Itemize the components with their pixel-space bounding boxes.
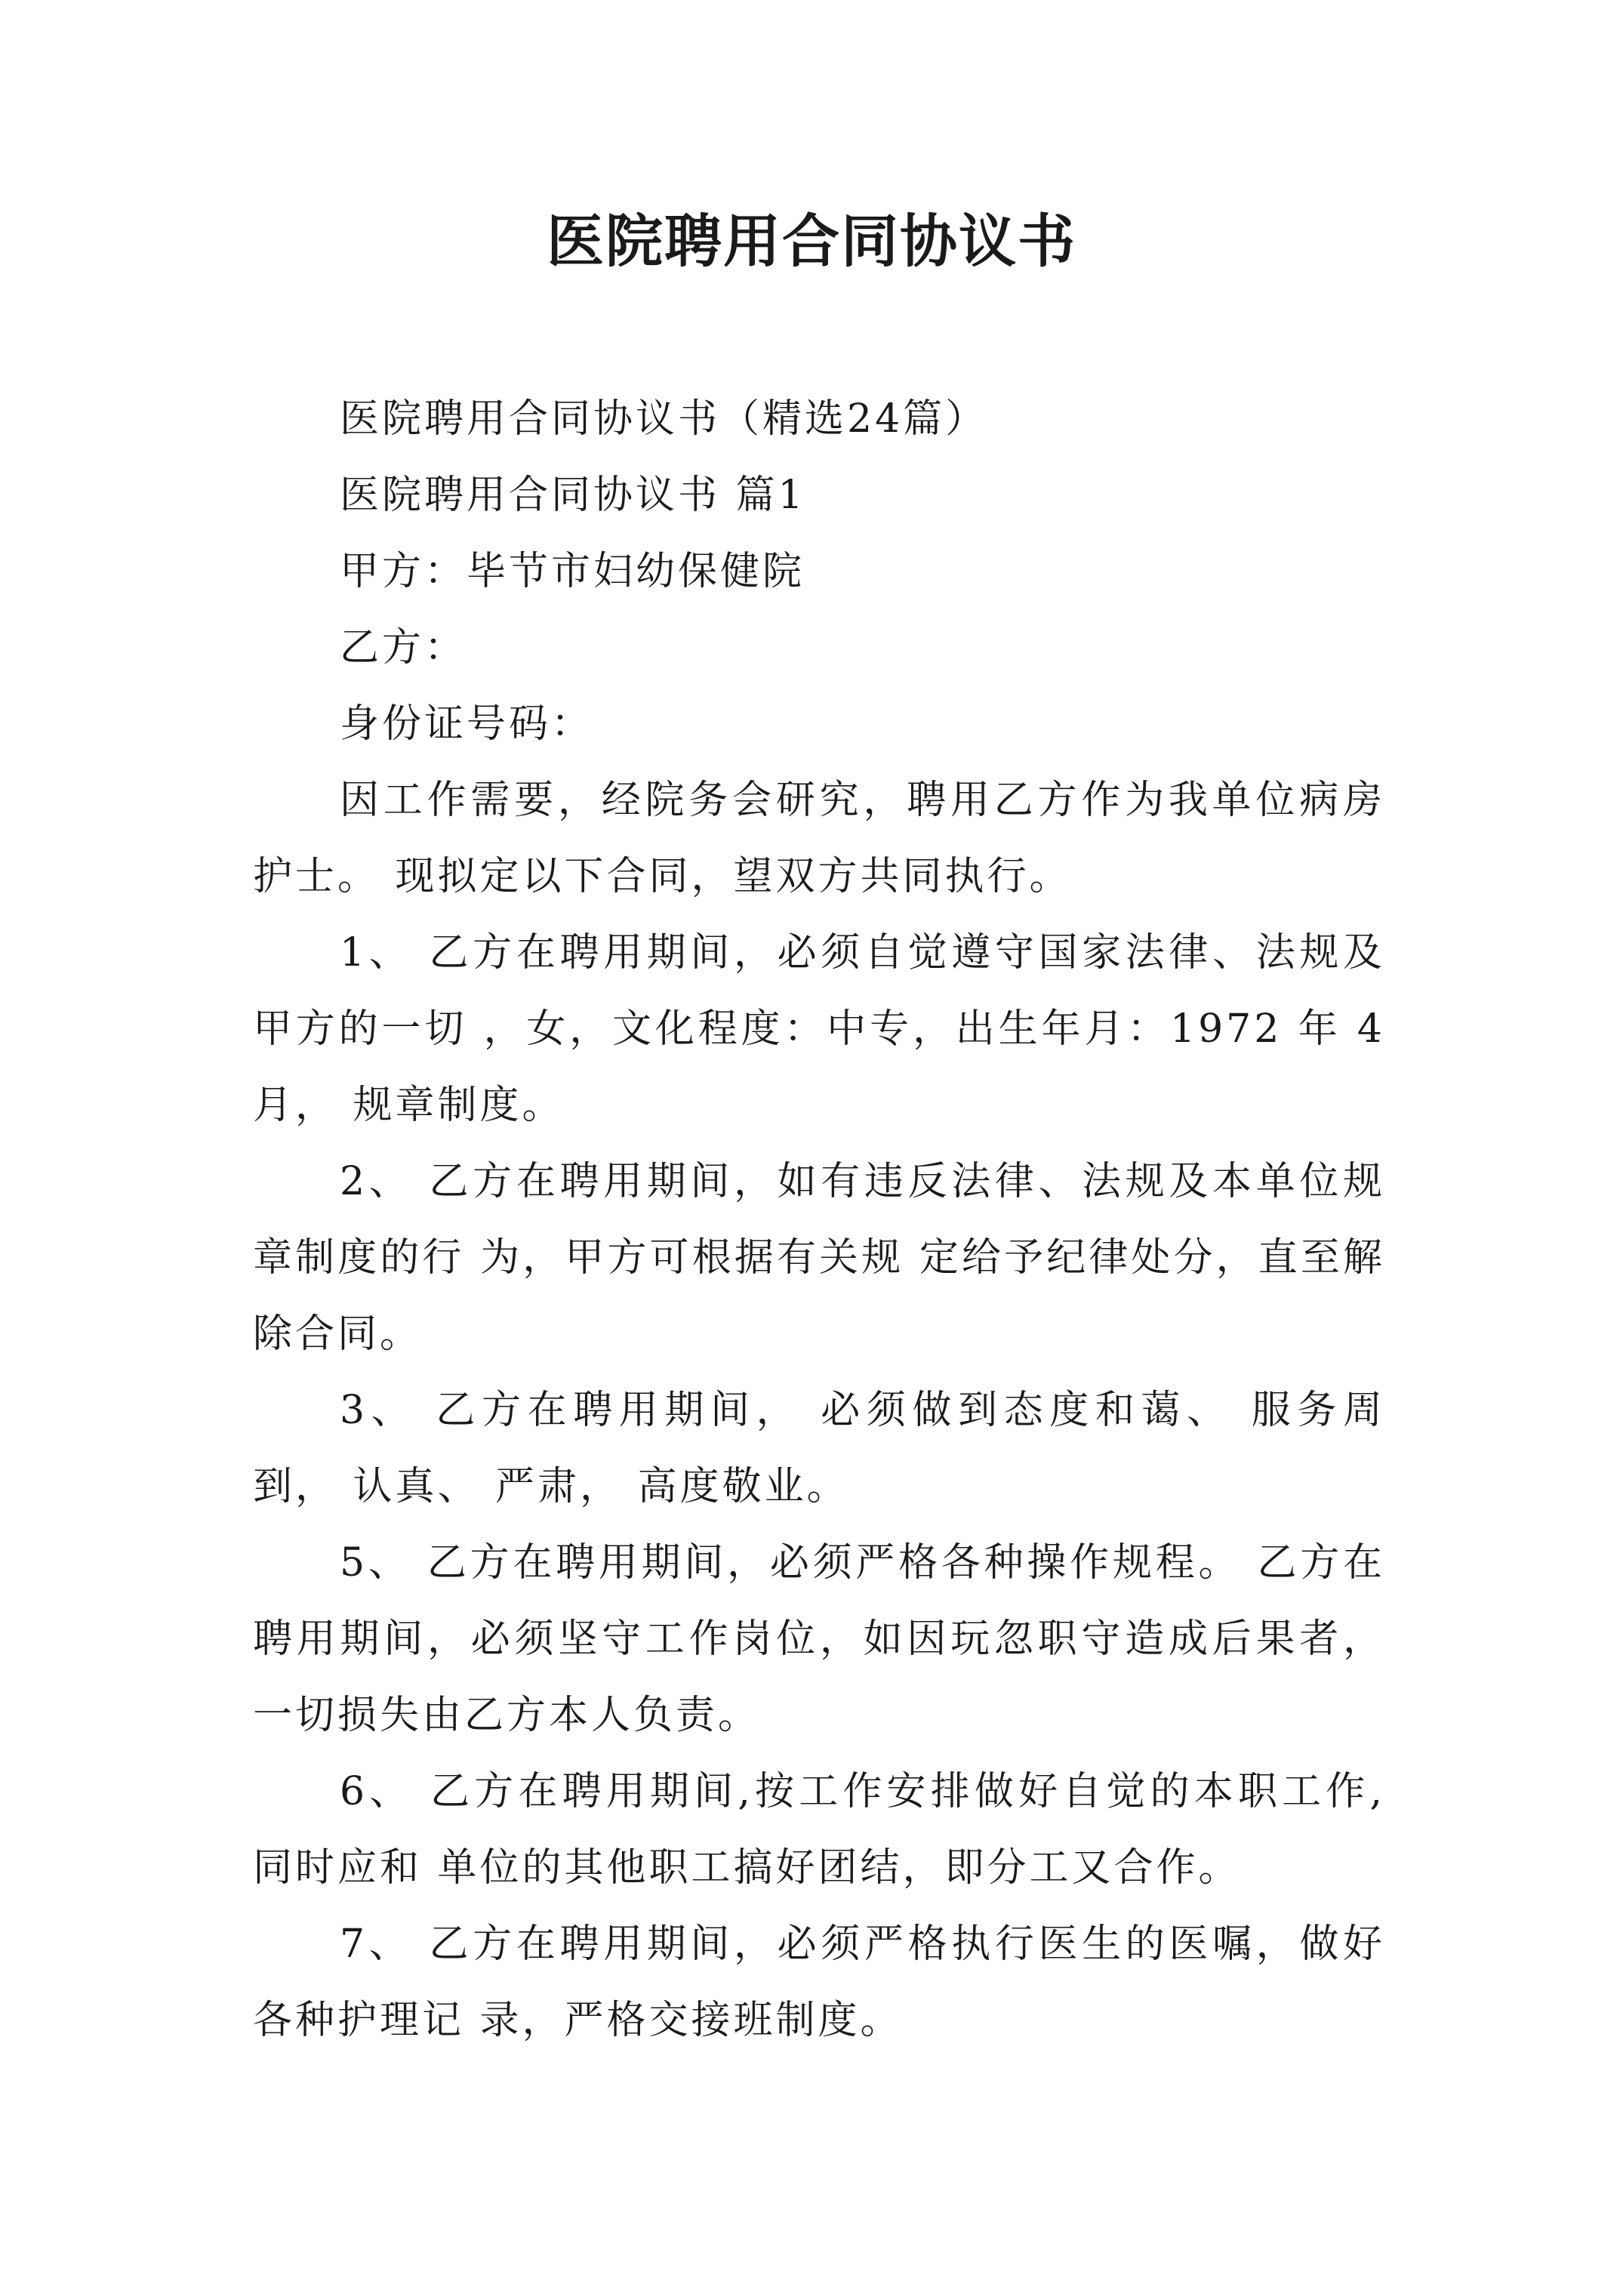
party-a-line: 甲方：毕节市妇幼保健院 [340,549,805,594]
intro-paragraph: 因工作需要，经院务会研究，聘用乙方作为我单位病房护士。 现拟定以下合同，望双方共同执行。 [253,778,1385,899]
clause-6: 6、 乙方在聘用期间,按工作安排做好自觉的本职工作,同时应和 单位的其他职工搞好团结，即分工又合作。 [253,1769,1385,1891]
id-number-line: 身份证号码： [340,701,594,747]
document-body [253,381,1385,2059]
document-subtitle: 医院聘用合同协议书（精选24篇） [340,396,988,442]
clause-1: 1、 乙方在聘用期间，必须自觉遵守国家法律、法规及甲方的一切 ，女，文化程度：中专，出生年月：1972 年 4 月， 规章制度。 [253,930,1385,1128]
clause-3: 3、 乙方在聘用期间， 必须做到态度和蔼、 服务周到， 认真、 严肃， 高度敬业。 [253,1388,1385,1509]
clause-5: 5、 乙方在聘用期间，必须严格各种操作规程。 乙方在聘用期间，必须坚守工作岗位，如因玩忽职守造成后果者，一切损失由乙方本人负责。 [253,1540,1385,1738]
document-title: 医院聘用合同协议书 [547,208,1076,275]
clause-2: 2、 乙方在聘用期间，如有违反法律、法规及本单位规章制度的行 为，甲方可根据有关规 定给予纪律处分，直至解除合同。 [253,1159,1385,1357]
clause-7: 7、 乙方在聘用期间，必须严格执行医生的医嘱，做好各种护理记 录，严格交接班制度。 [253,1922,1385,2043]
section-heading: 医院聘用合同协议书 篇1 [340,473,806,518]
party-b-line: 乙方： [340,625,467,670]
